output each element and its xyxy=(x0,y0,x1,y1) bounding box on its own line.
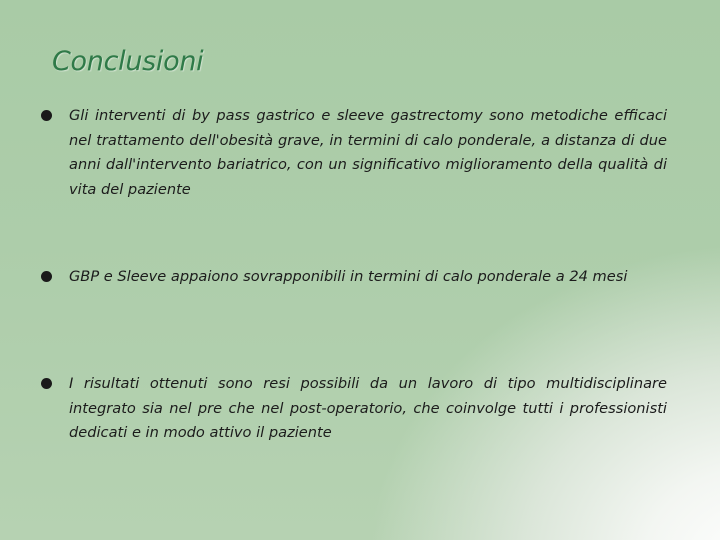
bullet-dot-icon xyxy=(41,378,52,389)
bullet-text: Gli interventi di by pass gastrico e sleeve gastrectomy sono metodiche efficaci nel trattamento dell'obesità grave, in termini di calo ponderale, a distanza di due anni dall'intervento bariatrico, con un significativo miglioramento della qualità di vita del paziente xyxy=(69,107,667,198)
bullet-text: I risultati ottenuti sono resi possibili da un lavoro di tipo multidisciplinare integrato sia nel pre che nel post-operatorio, che coinvolge tutti i professionisti dedicati e in modo attivo il paziente xyxy=(69,375,667,441)
bullet-text: GBP e Sleeve appaiono sovrapponibili in termini di calo ponderale a 24 mesi xyxy=(69,268,628,285)
bullet-dot-icon xyxy=(41,271,52,282)
bullet-dot-icon xyxy=(41,110,52,121)
slide-title: Conclusioni xyxy=(52,46,204,77)
